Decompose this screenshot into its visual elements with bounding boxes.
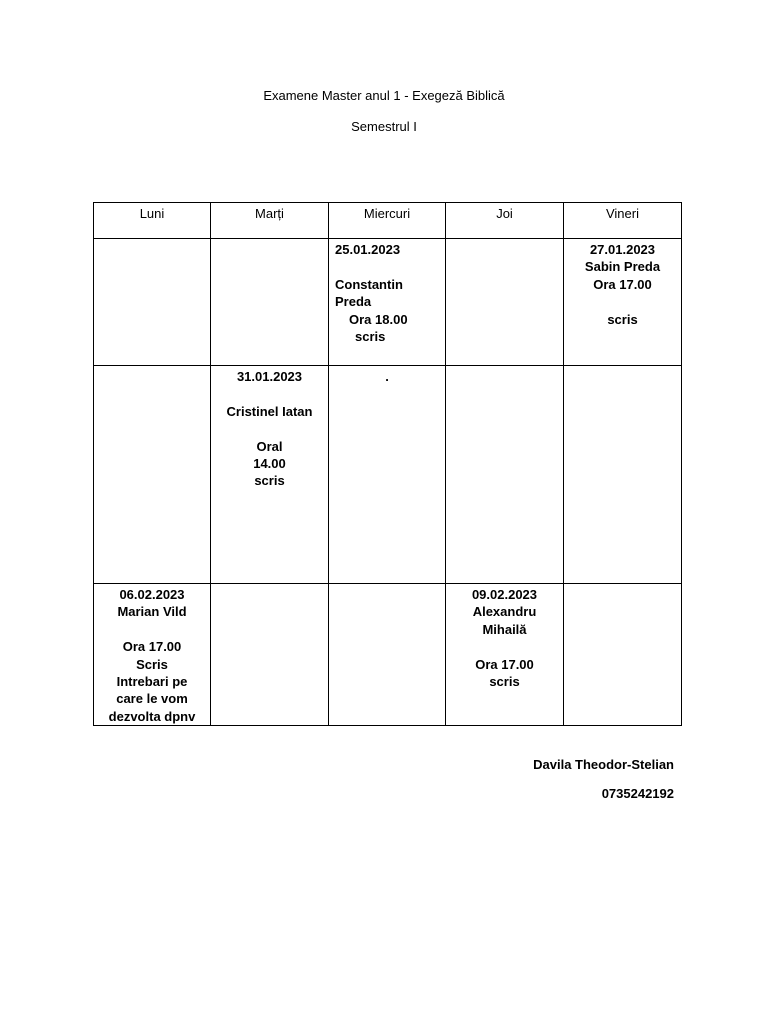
exam-note-line2: care le vom bbox=[116, 691, 188, 707]
exam-note-line3: dezvolta dpnv bbox=[108, 708, 196, 724]
exam-date: 25.01.2023 bbox=[335, 242, 401, 257]
document-title: Examene Master anul 1 - Exegeză Biblică bbox=[263, 88, 505, 103]
column-header-marti: Marți bbox=[211, 203, 329, 239]
professor-name-line1: Constantin bbox=[335, 276, 403, 292]
professor-name-line2: Preda bbox=[335, 294, 372, 310]
professor-name: Marian Vild bbox=[117, 604, 187, 620]
exam-time: Ora 17.00 bbox=[475, 656, 534, 672]
cell-empty bbox=[94, 239, 211, 366]
exam-entry-luni-row3 bbox=[94, 584, 211, 726]
exam-time: Ora 17.00 bbox=[593, 276, 652, 292]
exam-type: Scris bbox=[136, 656, 168, 672]
dot-mark: . bbox=[385, 369, 389, 384]
exam-date: 31.01.2023 bbox=[236, 369, 303, 384]
exam-time: Ora 18.00 bbox=[349, 311, 408, 327]
exam-type: scris bbox=[254, 473, 285, 489]
cell-empty bbox=[446, 239, 564, 366]
exam-time: Ora 17.00 bbox=[122, 639, 182, 655]
professor-name-line1: Alexandru bbox=[472, 604, 537, 620]
professor-name-line2: Mihailă bbox=[482, 621, 527, 637]
exam-type: scris bbox=[489, 674, 520, 690]
signature-phone: 0735242192 bbox=[601, 786, 674, 801]
cell-empty bbox=[329, 584, 446, 726]
cell-miercuri-row2 bbox=[329, 366, 446, 584]
table-row bbox=[94, 584, 682, 726]
cell-empty bbox=[446, 366, 564, 584]
cell-empty bbox=[211, 584, 329, 726]
cell-empty bbox=[211, 239, 329, 366]
cell-empty bbox=[564, 366, 682, 584]
exam-schedule-table bbox=[93, 202, 682, 726]
exam-entry-marti-row2 bbox=[211, 366, 329, 584]
table-row bbox=[94, 366, 682, 584]
column-header-vineri: Vineri bbox=[564, 203, 682, 239]
exam-entry-joi-row3 bbox=[446, 584, 564, 726]
signature-name: Davila Theodor-Stelian bbox=[533, 757, 674, 772]
column-header-miercuri: Miercuri bbox=[329, 203, 446, 239]
exam-date: 06.02.2023 bbox=[119, 587, 185, 602]
column-header-luni: Luni bbox=[94, 203, 211, 239]
professor-name: Sabin Preda bbox=[584, 259, 661, 275]
exam-entry-miercuri-row1 bbox=[329, 239, 446, 366]
exam-time: 14.00 bbox=[253, 456, 286, 471]
column-header-joi: Joi bbox=[446, 203, 564, 239]
table-row bbox=[94, 239, 682, 366]
exam-date: 27.01.2023 bbox=[589, 242, 656, 257]
exam-date: 09.02.2023 bbox=[471, 587, 538, 602]
table-header-row bbox=[94, 203, 682, 239]
cell-empty bbox=[94, 366, 211, 584]
exam-note-line1: Intrebari pe bbox=[116, 674, 188, 690]
document-subtitle: Semestrul I bbox=[351, 119, 417, 134]
exam-type: scris bbox=[607, 311, 638, 327]
exam-type: scris bbox=[355, 329, 386, 345]
cell-empty bbox=[564, 584, 682, 726]
exam-mode: Oral bbox=[256, 438, 283, 454]
professor-name: Cristinel Iatan bbox=[226, 403, 313, 419]
exam-entry-vineri-row1 bbox=[564, 239, 682, 366]
